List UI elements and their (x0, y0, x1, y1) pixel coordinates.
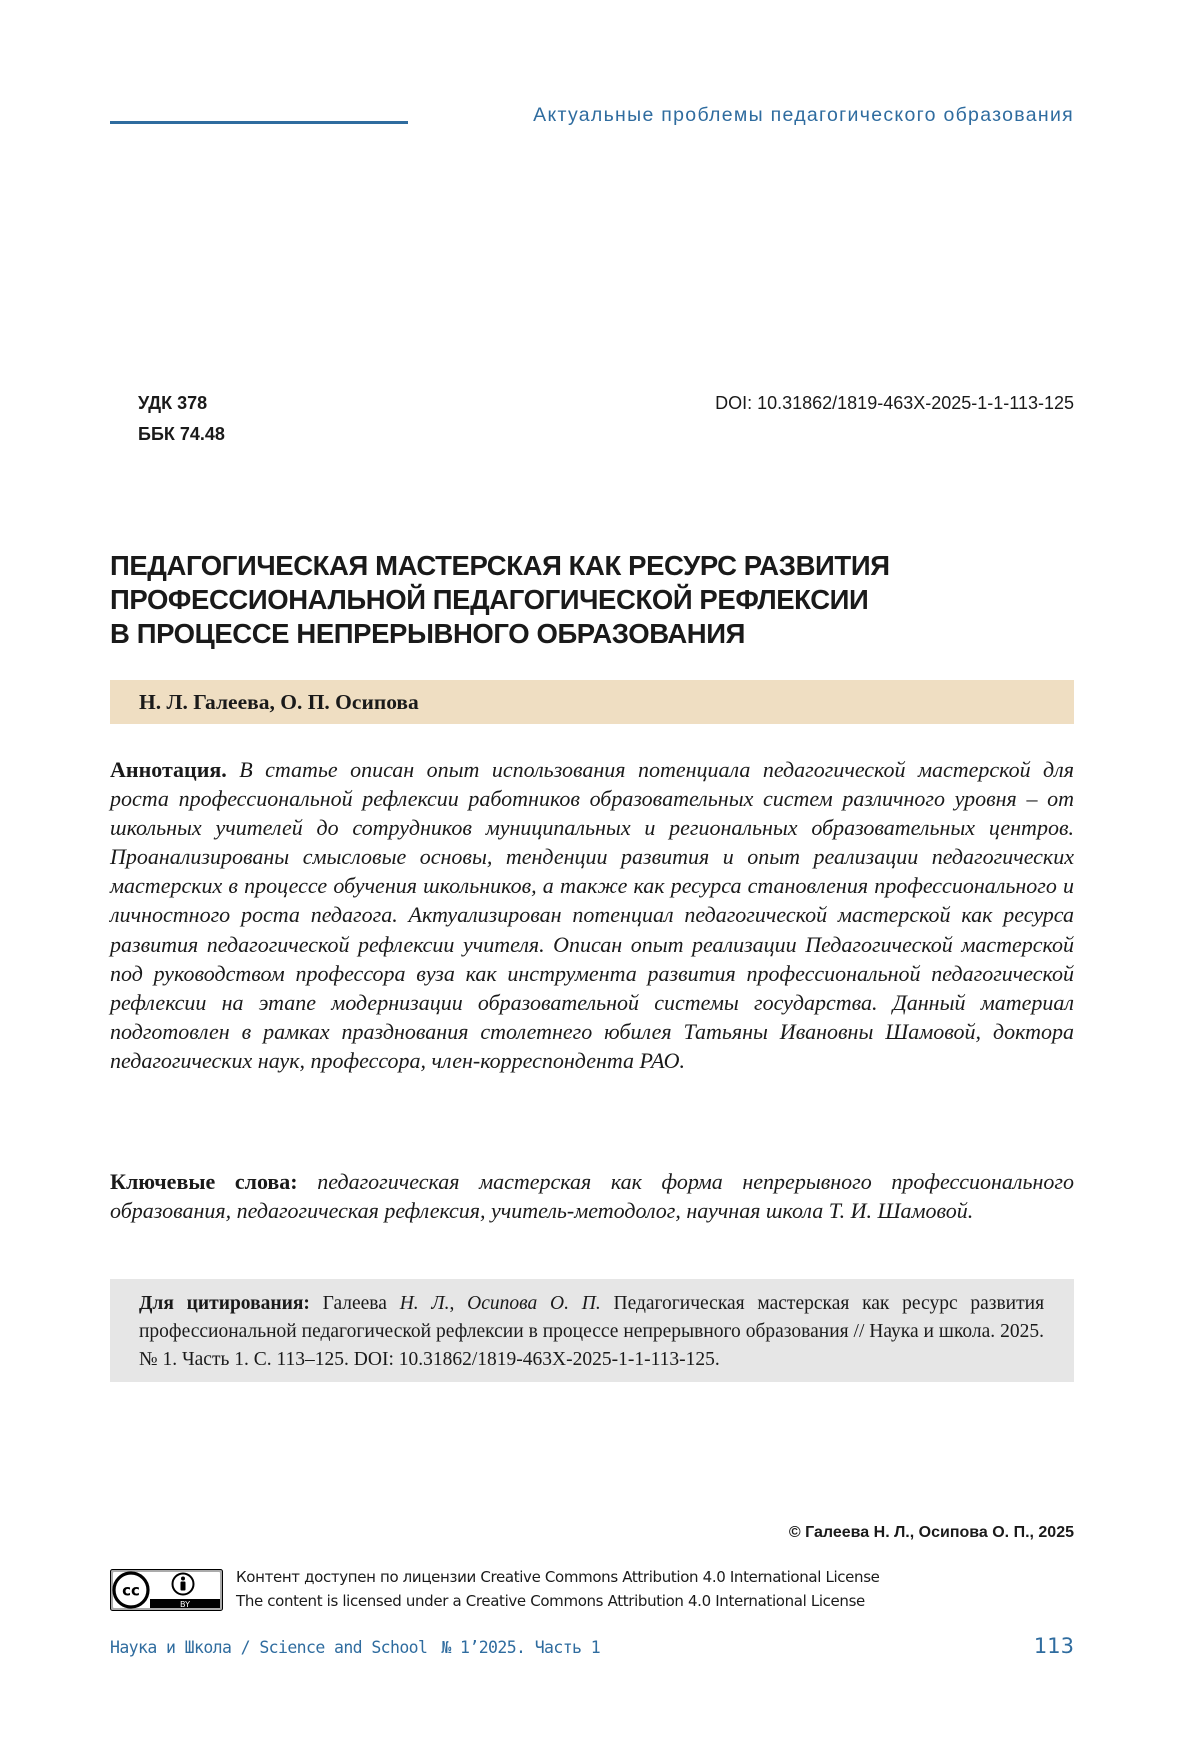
citation-author1-initials: Н. Л. (399, 1293, 450, 1314)
keywords (110, 1167, 1074, 1225)
article-title (110, 549, 1070, 651)
citation: Для цитирования: Галеева Н. Л., Осипова О. П. Педагогическая мастерская как ресурс развития профессиональной педагогической рефлексии в процессе непрерывного образования // Наука и школа. 2025. № 1. Часть 1. С. 113–125. DOI: 10.31862/1819-463X-2025-1-1-113-125. (139, 1293, 1045, 1370)
copyright: © Галеева Н. Л., Осипова О. П., 2025 (788, 1524, 1074, 1541)
cc-by-text: BY (180, 1600, 190, 1609)
doi[interactable]: DOI: 10.31862/1819-463X-2025-1-1-113-125 (715, 393, 1074, 413)
abstract-text: В статье описан опыт использования потенциала педагогической мастерской для роста профессиональной рефлексии работников образовательных систем различного уровня – от школьных учителей до сотрудников муниципальных и региональных образовательных центров. Проанализированы смысловые основы, тенденции развития и опыт реализации педагогических мастерских в процессе обучения школьников, а также как ресурса становления профессионального и личностного роста педагога. Актуализирован потенциал педагогической мастерской как ресурса развития педагогической рефлексии учителя. Описан опыт реализации Педагогической мастерской под руководством профессора вуза как инструмента развития профессиональной педагогической рефлексии на этапе модернизации образовательной системы государства. Данный материал подготовлен в рамках празднования столетнего юбилея Татьяны Ивановны Шамовой, доктора педагогических наук, профессора, член-корреспондента РАО. (110, 757, 1075, 1073)
cc-text: cc (122, 1581, 140, 1600)
license-line-ru: Контент доступен по лицензии Creative Commons Attribution 4.0 International License (236, 1568, 880, 1586)
license-text (236, 1565, 880, 1613)
cc-by-license-icon[interactable] (110, 1569, 223, 1611)
keywords-text: педагогическая мастерская как форма непрерывного профессионального образования, педагогическая рефлексия, учитель-методолог, научная школа Т. И. Шамовой. (110, 1169, 1075, 1224)
journal-name: Наука и Школа / Science and School (110, 1638, 428, 1657)
title-line: В ПРОЦЕССЕ НЕПРЕРЫВНОГО ОБРАЗОВАНИЯ (110, 618, 745, 649)
citation-author1: Галеева (322, 1293, 387, 1314)
page-number: 113 (1033, 1634, 1074, 1658)
footer-journal (110, 1638, 600, 1657)
abstract (110, 755, 1074, 1075)
header-rule (110, 121, 408, 124)
citation-label: Для цитирования: (139, 1293, 310, 1314)
bbk-code: ББК 74.48 (138, 424, 225, 444)
title-line: ПРОФЕССИОНАЛЬНОЙ ПЕДАГОГИЧЕСКОЙ РЕФЛЕКСИИ (110, 584, 869, 615)
journal-section-title: Актуальные проблемы педагогического образования (533, 104, 1074, 126)
title-line: ПЕДАГОГИЧЕСКАЯ МАСТЕРСКАЯ КАК РЕСУРС РАЗВИТИЯ (110, 550, 890, 581)
authors-bar (110, 680, 1074, 724)
abstract-label: Аннотация. (110, 757, 227, 782)
authors: Н. Л. Галеева, О. П. Осипова (139, 690, 419, 714)
citation-box (110, 1279, 1074, 1382)
issue-number: № 1’2025. Часть 1 (441, 1638, 601, 1657)
citation-text: Педагогическая мастерская как ресурс развития профессиональной педагогической рефлексии в процессе непрерывного образования // Наука и школа. 2025. № 1. Часть 1. С. 113–125. DOI: 10.31862/1819-463X-2025-1-1-113-125. (139, 1293, 1045, 1370)
citation-author2: Осипова О. П. (467, 1293, 601, 1314)
license-line-en: The content is licensed under a Creative Commons Attribution 4.0 International License (236, 1592, 865, 1610)
udk-code: УДК 378 (138, 393, 208, 413)
keywords-label: Ключевые слова: (110, 1169, 298, 1194)
